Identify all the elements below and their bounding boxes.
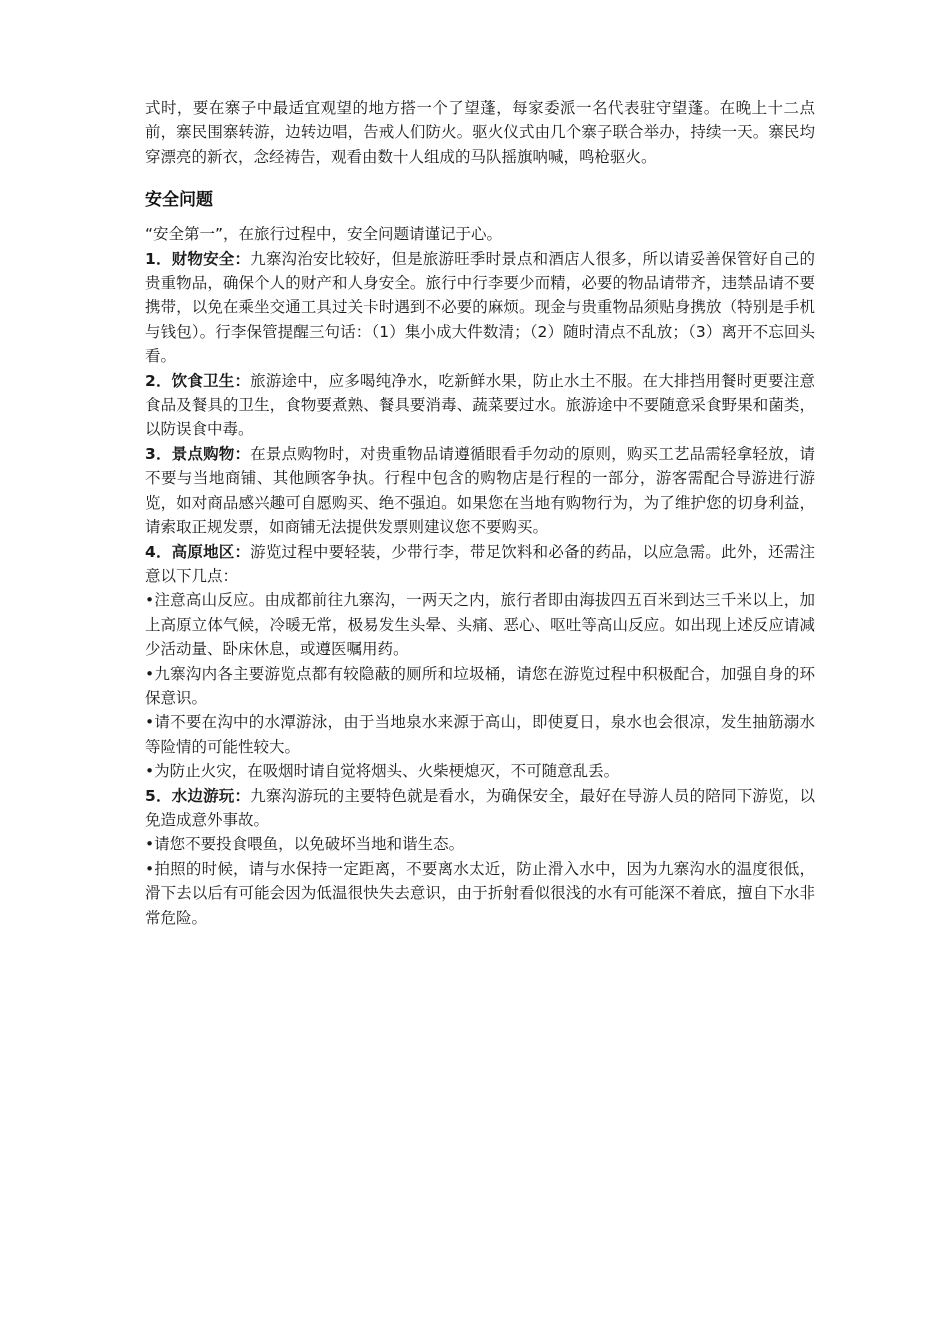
section-title: 安全问题	[145, 190, 213, 211]
bullet-item: •请不要在沟中的水潭游泳，由于当地泉水来源于高山，即使夏日，泉水也会很凉，发生抽筋溺水等险情的可能性较大。	[145, 713, 815, 756]
item-text: 九寨沟治安比较好，但是旅游旺季时景点和酒店人很多，所以请妥善保管好自己的贵重物品，确保个人的财产和人身安全。旅行中行李要少而精，必要的物品请带齐，违禁品请不要携带，以免在乘坐交通工具过关卡时遇到不必要的麻烦。现金与贵重物品须贴身携放（特别是手机与钱包）。行李保管提醒三句话：（1）集小成大件数清；（2）随时清点不乱放；（3）离开不忘回头看。	[145, 249, 815, 366]
item-heading: 1．财物安全：	[145, 249, 251, 268]
item-text: 旅游途中，应多喝纯净水，吃新鲜水果，防止水土不服。在大排挡用餐时更要注意食品及餐具的卫生，食物要煮熟、餐具要消毒、蔬菜要过水。旅游途中不要随意采食野果和菌类，以防误食中毒。	[145, 371, 815, 439]
item-property-safety	[145, 247, 815, 369]
item-text: 在景点购物时，对贵重物品请遵循眼看手勿动的原则，购买工艺品需轻拿轻放，请不要与当地商铺、其他顾客争执。行程中包含的购物店是行程的一部分，游客需配合导游进行游览，如对商品感兴趣可自愿购买、绝不强迫。如果您在当地有购物行为，为了维护您的切身利益，请索取正规发票，如商铺无法提供发票则建议您不要购买。	[145, 444, 815, 537]
bullet-item: •为防止火灾，在吸烟时请自觉将烟头、火柴梗熄灭，不可随意乱丢。	[145, 762, 620, 781]
bullet-item: •九寨沟内各主要游览点都有较隐蔽的厕所和垃圾桶，请您在游览过程中积极配合，加强自身的环保意识。	[145, 664, 815, 707]
item-heading: 5．水边游玩：	[145, 786, 251, 805]
item-shopping	[145, 442, 815, 540]
document-page	[145, 96, 815, 930]
item-plateau	[145, 540, 815, 589]
item-waterside	[145, 784, 815, 833]
item-heading: 3．景点购物：	[145, 444, 251, 463]
item-heading: 4．高原地区：	[145, 542, 251, 561]
intro-paragraph: 式时，要在寨子中最适宜观望的地方搭一个了望蓬，每家委派一名代表驻守望蓬。在晚上十二点前，寨民围寨转游，边转边唱，告戒人们防火。驱火仪式由几个寨子联合举办，持续一天。寨民均穿漂亮的新衣，念经祷告，观看由数十人组成的马队摇旗呐喊，鸣枪驱火。	[145, 99, 815, 166]
item-text: 九寨沟游玩的主要特色就是看水，为确保安全，最好在导游人员的陪同下游览，以免造成意外事故。	[145, 786, 815, 829]
bullet-item: •注意高山反应。由成都前往九寨沟，一两天之内，旅行者即由海拔四五百米到达三千米以上，加上高原立体气候，冷暖无常，极易发生头晕、头痛、恶心、呕吐等高山反应。如出现上述反应请减少活动量、卧床休息，或遵医嘱用药。	[145, 591, 815, 659]
bullet-item: •拍照的时候，请与水保持一定距离，不要离水太近，防止滑入水中，因为九寨沟水的温度很低，滑下去以后有可能会因为低温很快失去意识，由于折射看似很浅的水有可能深不着底，擅自下水非常危险。	[145, 859, 815, 927]
item-text: 游览过程中要轻装，少带行李，带足饮料和必备的药品，以应急需。此外，还需注意以下几点：	[145, 542, 815, 585]
item-food-hygiene	[145, 369, 815, 442]
bullet-item: •请您不要投食喂鱼，以免破坏当地和谐生态。	[145, 835, 465, 854]
item-heading: 2．饮食卫生：	[145, 371, 251, 390]
lead-paragraph: “安全第一”，在旅行过程中，安全问题请谨记于心。	[145, 225, 503, 244]
